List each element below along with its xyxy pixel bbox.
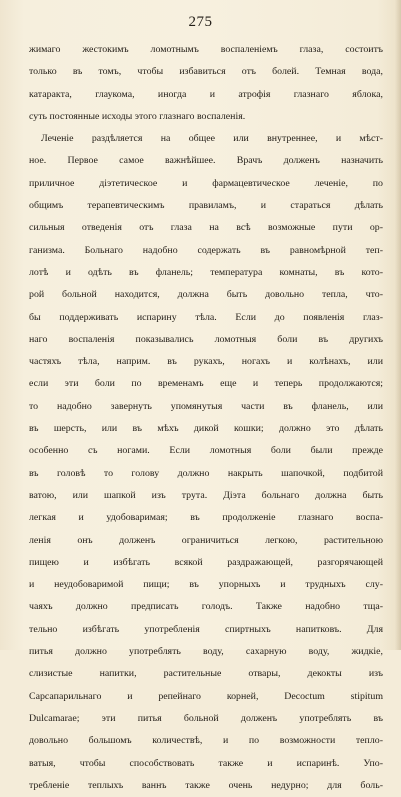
text-line: частяхъ тѣла, наприм. въ рукахъ, ногахъ и колѣнахъ, или: [29, 356, 383, 368]
text-line: слизистые напитки, растительные отвары, декокты изъ: [29, 668, 383, 680]
text-line: Dulcamarae; эти питья больной долженъ употреблять въ: [29, 712, 383, 724]
text-line: общимъ терапевтическимъ правиламъ, и стараться дѣлать: [29, 200, 383, 212]
text-line: ганизма. Больнаго надобно содержать въ равномѣрной теп-: [29, 244, 383, 256]
text-line: сильныя отведенія отъ глаза на всѣ возможные пути ор-: [29, 222, 383, 234]
text-line: довольно большомъ количествѣ, и по возможности тепло-: [29, 735, 383, 747]
text-line: то надобно завернуть упомянутыя части въ фланель, или: [29, 400, 383, 412]
text-line: катаракта, глаукома, иногда и атрофія глазнаго яблока,: [29, 88, 383, 100]
text-line: и неудобоваримой пищи; въ упорныхъ и трудныхъ слу-: [29, 579, 383, 591]
text-line: только въ томъ, чтобы избавиться отъ болей. Темная вода,: [29, 66, 383, 78]
text-line: ватою, или шапкой изъ трута. Діэта больнаго должна быть: [29, 489, 383, 501]
text-line: легкая и удобоваримая; въ продолженіе глазнаго воспа-: [29, 512, 383, 524]
text-line: суть постоянные исходы этого глазнаго воспаленія.: [29, 110, 246, 122]
text-line: питья должно употреблять воду, сахарную воду, жидкіе,: [29, 646, 383, 658]
page-number: 275: [188, 14, 213, 30]
text-line: особенно съ ногами. Если ломотныя боли были прежде: [29, 445, 383, 457]
text-line: жимаго жестокимъ ломотнымъ воспаленіемъ глаза, состоитъ: [29, 44, 383, 55]
text-line: тельно избѣгать употребленія спиртныхъ напитковъ. Для: [29, 623, 383, 635]
text-line: если эти боли по временамъ еще и теперь продолжаются;: [29, 378, 383, 390]
text-line: рой больной находится, должна быть довольно тепла, что-: [29, 289, 383, 301]
body-text: [29, 39, 383, 797]
text-line: бы поддерживать испарину тѣла. Если до появленія глаз-: [29, 311, 383, 323]
text-line: пищею и избѣгать всякой раздражающей, разгорячающей: [29, 556, 383, 568]
text-line: Сарсапарильнаго и репейнаго корней, Decoctum stipitum: [29, 690, 383, 702]
text-line: ленія онъ долженъ ограничиться легкою, растительною: [29, 534, 383, 546]
text-line: въ головѣ то голову должно накрыть шапочкой, подбитой: [29, 467, 383, 479]
text-line: Леченіе раздѣляется на общее или внутреннее, и мѣст-: [41, 133, 383, 145]
page-edge-shadow: [395, 0, 401, 650]
text-line: въ шерсть, или въ мѣхъ дикой кошки; должно это дѣлать: [29, 423, 383, 435]
text-line: приличное діэтетическое и фармацевтическое леченіе, по: [29, 177, 383, 189]
text-line: требленіе теплыхъ ваннъ также очень недурно; для боль-: [29, 779, 383, 791]
text-line: чаяхъ должно предписать голодъ. Также надобно тща-: [29, 601, 383, 613]
text-line: лотѣ и одѣть въ фланель; температура комнаты, въ кото-: [29, 266, 383, 278]
text-line: ватыя, чтобы способствовать также и испаринѣ. Упо-: [29, 757, 383, 769]
text-line: ное. Первое самое важнѣйшее. Врачъ долженъ назначить: [29, 155, 383, 167]
text-line: наго воспаленія показывались ломотныя боли въ другихъ: [29, 333, 383, 345]
